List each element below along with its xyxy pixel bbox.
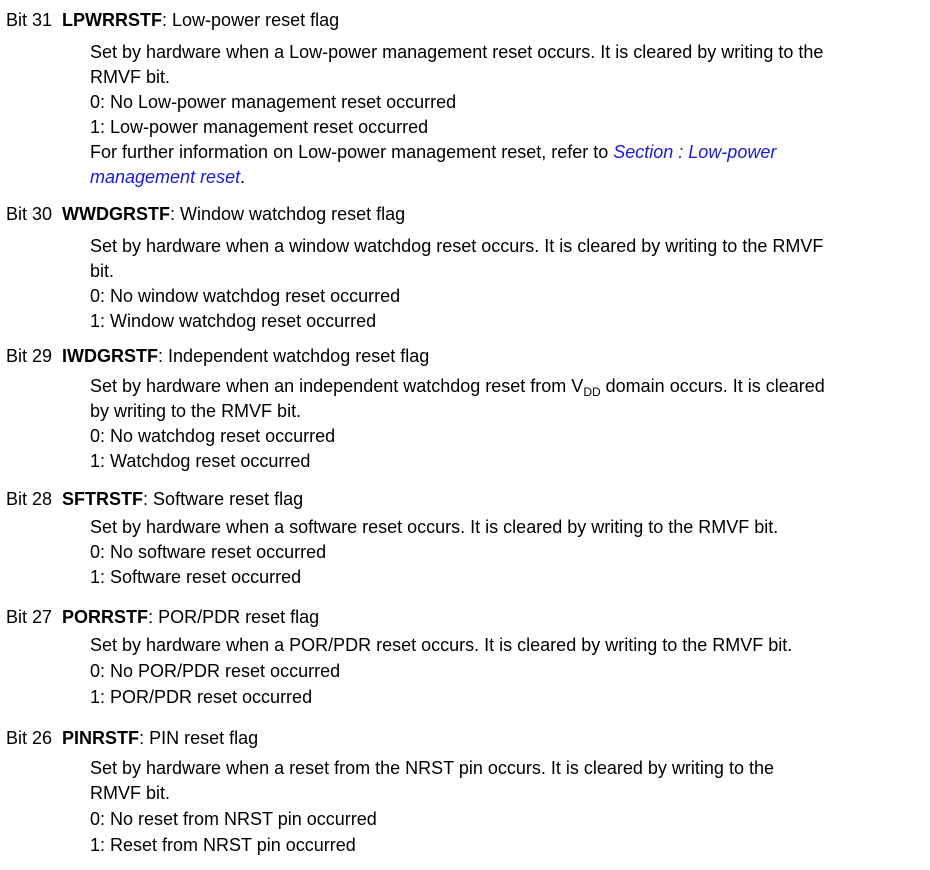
field-name: WWDGRSTF [62, 204, 171, 224]
reference-text: For further information on Low-power management reset, refer to [90, 142, 614, 162]
description-text: domain occurs. It is cleared [600, 376, 825, 396]
description-line: Set by hardware when a Low-power management reset occurs. It is cleared by writing to the [90, 42, 824, 62]
description-line: RMVF bit. [90, 67, 171, 87]
reference-line [90, 165, 920, 190]
bit-label: Bit 28 [6, 489, 53, 509]
value-0-text: 0: No watchdog reset occurred [90, 426, 336, 446]
description-line: Set by hardware when a window watchdog reset occurs. It is cleared by writing to the RMVF [90, 236, 824, 256]
field-name: IWDGRSTF [62, 346, 159, 366]
description-line: RMVF bit. [90, 783, 171, 803]
bit-label: Bit 29 [6, 346, 53, 366]
field-heading [6, 202, 405, 226]
field-heading [6, 487, 303, 511]
value-0-text: 0: No software reset occurred [90, 542, 327, 562]
value-0-text: 0: No window watchdog reset occurred [90, 286, 401, 306]
field-name: PINRSTF [62, 728, 140, 748]
bit-label: Bit 27 [6, 607, 53, 627]
description-line: by writing to the RMVF bit. [90, 401, 302, 421]
field-description [90, 374, 920, 474]
value-1-text: 1: POR/PDR reset occurred [90, 687, 313, 707]
vdd-subscript: DD [583, 385, 601, 399]
section-link[interactable]: Section : Low-power [613, 142, 777, 162]
bit-label: Bit 31 [6, 10, 53, 30]
value-0-text: 0: No Low-power management reset occurred [90, 92, 457, 112]
field-title: : Low-power reset flag [162, 10, 340, 30]
description-line: bit. [90, 261, 115, 281]
value-1-text: 1: Software reset occurred [90, 567, 302, 587]
field-heading [6, 726, 258, 750]
section-link[interactable]: management reset [90, 167, 241, 187]
value-0-text: 0: No POR/PDR reset occurred [90, 661, 341, 681]
field-description [90, 515, 920, 590]
field-description [90, 40, 920, 190]
value-1-text: 1: Reset from NRST pin occurred [90, 835, 356, 855]
value-1-text: 1: Low-power management reset occurred [90, 117, 429, 137]
field-name: SFTRSTF [62, 489, 144, 509]
value-1-text: 1: Window watchdog reset occurred [90, 311, 377, 331]
field-description [90, 234, 920, 334]
field-description [90, 756, 920, 858]
field-name: PORRSTF [62, 607, 149, 627]
field-name: LPWRRSTF [62, 10, 163, 30]
description-line: Set by hardware when a POR/PDR reset occurs. It is cleared by writing to the RMVF bit. [90, 635, 793, 655]
field-title: : Software reset flag [143, 489, 304, 509]
value-1-text: 1: Watchdog reset occurred [90, 451, 311, 471]
field-heading [6, 8, 339, 32]
field-heading [6, 605, 319, 629]
field-title: : POR/PDR reset flag [148, 607, 320, 627]
bit-label: Bit 26 [6, 728, 53, 748]
description-line: Set by hardware when a software reset occurs. It is cleared by writing to the RMVF bit. [90, 517, 779, 537]
reference-line [90, 140, 920, 165]
value-0-text: 0: No reset from NRST pin occurred [90, 809, 377, 829]
bit-label: Bit 30 [6, 204, 53, 224]
field-heading [6, 344, 429, 368]
field-description [90, 633, 920, 710]
description-line: Set by hardware when a reset from the NRST pin occurs. It is cleared by writing to the [90, 758, 774, 778]
field-title: : Window watchdog reset flag [170, 204, 406, 224]
field-title: : Independent watchdog reset flag [158, 346, 430, 366]
description-text: Set by hardware when an independent watchdog reset from V [90, 376, 584, 396]
field-title: : PIN reset flag [139, 728, 259, 748]
reference-suffix: . [240, 167, 246, 187]
description-line [90, 374, 920, 399]
